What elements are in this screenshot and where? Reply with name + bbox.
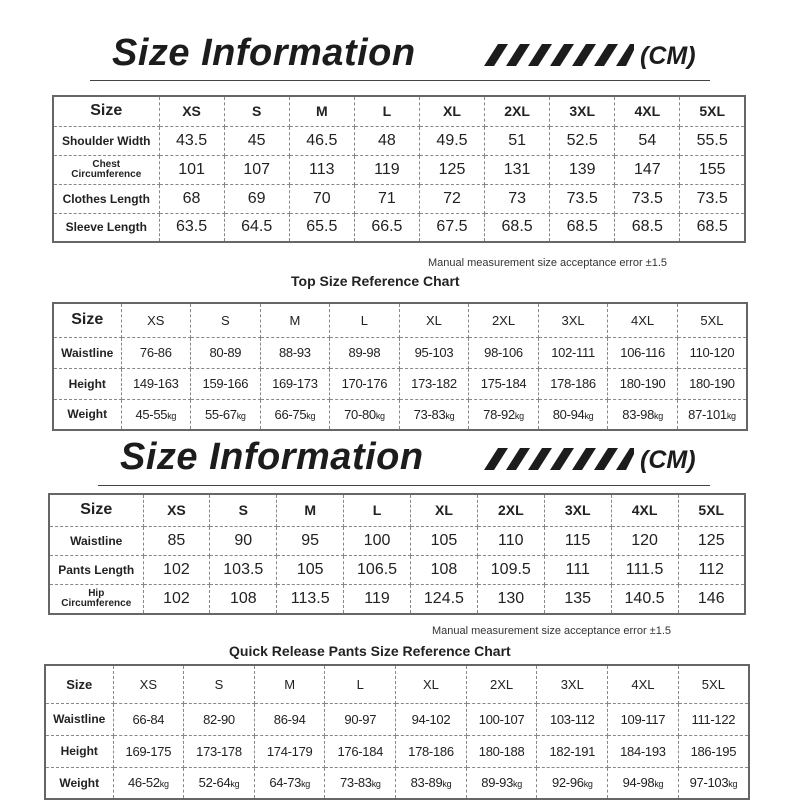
table-cell: 111 [544, 555, 611, 584]
size-xl: XL [419, 96, 484, 126]
size-l: L [330, 303, 400, 337]
pants-size-table [48, 493, 746, 615]
header-label: Size [49, 494, 143, 526]
size-s: S [184, 665, 255, 703]
table-cell: 52-64kg [184, 767, 255, 799]
top-heading [0, 28, 800, 88]
row-label: Shoulder Width [53, 126, 159, 155]
table-cell: 102 [143, 555, 210, 584]
table-row [49, 584, 745, 614]
table-cell: 66-84 [113, 703, 184, 735]
table-cell: 90-97 [325, 703, 396, 735]
table-header-row [49, 494, 745, 526]
table-cell: 68.5 [550, 213, 615, 242]
table-cell: 113.5 [277, 584, 344, 614]
table-cell: 85 [143, 526, 210, 555]
table-cell: 125 [419, 155, 484, 184]
bottom-measurement-note: Manual measurement size acceptance error ±1.5 [432, 625, 671, 637]
top-chart-caption: Top Size Reference Chart [291, 273, 460, 289]
table-cell: 176-184 [325, 735, 396, 767]
stripes-icon [484, 448, 634, 470]
table-cell: 102-111 [538, 337, 608, 368]
table-cell: 131 [485, 155, 550, 184]
table-cell: 147 [615, 155, 680, 184]
table-cell: 45 [224, 126, 289, 155]
bottom-title: Size Information [120, 436, 424, 478]
top-title: Size Information [112, 32, 416, 74]
table-cell: 73-83kg [399, 399, 469, 430]
table-cell: 159-166 [191, 368, 261, 399]
size-xs: XS [113, 665, 184, 703]
top-unit: (CM) [640, 42, 696, 70]
table-row [53, 399, 747, 430]
size-3xl: 3XL [550, 96, 615, 126]
table-cell: 64-73kg [254, 767, 325, 799]
table-cell: 100-107 [466, 703, 537, 735]
size-s: S [210, 494, 277, 526]
table-cell: 178-186 [396, 735, 467, 767]
table-cell: 70-80kg [330, 399, 400, 430]
table-cell: 119 [344, 584, 411, 614]
table-cell: 45-55kg [121, 399, 191, 430]
table-row [49, 555, 745, 584]
table-cell: 64.5 [224, 213, 289, 242]
size-2xl: 2XL [466, 665, 537, 703]
size-xl: XL [411, 494, 478, 526]
table-cell: 51 [485, 126, 550, 155]
table-row [45, 767, 749, 799]
size-4xl: 4XL [615, 96, 680, 126]
table-cell: 95-103 [399, 337, 469, 368]
header-label: Size [53, 303, 121, 337]
size-4xl: 4XL [611, 494, 678, 526]
table-cell: 55-67kg [191, 399, 261, 430]
table-cell: 48 [354, 126, 419, 155]
table-cell: 169-173 [260, 368, 330, 399]
table-cell: 80-94kg [538, 399, 608, 430]
table-cell: 69 [224, 184, 289, 213]
bottom-chart-caption: Quick Release Pants Size Reference Chart [229, 643, 511, 659]
table-cell: 90 [210, 526, 277, 555]
table-cell: 72 [419, 184, 484, 213]
table-row [53, 213, 745, 242]
table-cell: 186-195 [678, 735, 749, 767]
table-cell: 173-182 [399, 368, 469, 399]
size-5xl: 5XL [680, 96, 745, 126]
table-cell: 83-98kg [608, 399, 678, 430]
table-cell: 173-178 [184, 735, 255, 767]
table-cell: 66-75kg [260, 399, 330, 430]
table-cell: 180-190 [608, 368, 678, 399]
table-cell: 73.5 [550, 184, 615, 213]
table-cell: 169-175 [113, 735, 184, 767]
top-divider [90, 80, 710, 81]
size-xl: XL [399, 303, 469, 337]
top-reference-table [52, 302, 748, 431]
table-cell: 68 [159, 184, 224, 213]
table-cell: 184-193 [608, 735, 679, 767]
bottom-divider [98, 485, 710, 486]
table-cell: 180-188 [466, 735, 537, 767]
table-cell: 170-176 [330, 368, 400, 399]
table-row [45, 735, 749, 767]
table-cell: 54 [615, 126, 680, 155]
size-m: M [254, 665, 325, 703]
row-label: Hip Circumference [49, 584, 143, 614]
size-4xl: 4XL [608, 665, 679, 703]
table-cell: 140.5 [611, 584, 678, 614]
table-cell: 111.5 [611, 555, 678, 584]
size-2xl: 2XL [477, 494, 544, 526]
size-m: M [277, 494, 344, 526]
size-s: S [224, 96, 289, 126]
table-cell: 73.5 [680, 184, 745, 213]
size-m: M [260, 303, 330, 337]
table-cell: 103.5 [210, 555, 277, 584]
size-xl: XL [396, 665, 467, 703]
table-cell: 71 [354, 184, 419, 213]
table-cell: 182-191 [537, 735, 608, 767]
table-cell: 175-184 [469, 368, 539, 399]
size-l: L [354, 96, 419, 126]
row-label: Waistline [45, 703, 113, 735]
table-cell: 178-186 [538, 368, 608, 399]
row-label: Sleeve Length [53, 213, 159, 242]
table-cell: 94-98kg [608, 767, 679, 799]
table-cell: 89-93kg [466, 767, 537, 799]
table-cell: 106-116 [608, 337, 678, 368]
table-cell: 109.5 [477, 555, 544, 584]
table-row [45, 703, 749, 735]
row-label: Weight [53, 399, 121, 430]
table-cell: 119 [354, 155, 419, 184]
table-cell: 68.5 [485, 213, 550, 242]
size-3xl: 3XL [538, 303, 608, 337]
table-cell: 52.5 [550, 126, 615, 155]
table-cell: 63.5 [159, 213, 224, 242]
table-cell: 70 [289, 184, 354, 213]
table-cell: 78-92kg [469, 399, 539, 430]
table-cell: 102 [143, 584, 210, 614]
table-cell: 46-52kg [113, 767, 184, 799]
table-row [53, 126, 745, 155]
table-cell: 149-163 [121, 368, 191, 399]
bottom-unit: (CM) [640, 446, 696, 474]
top-measurement-note: Manual measurement size acceptance error ±1.5 [428, 257, 667, 269]
table-row [49, 526, 745, 555]
table-cell: 105 [411, 526, 478, 555]
size-m: M [289, 96, 354, 126]
table-cell: 113 [289, 155, 354, 184]
table-row [53, 337, 747, 368]
row-label: Chest Circumference [53, 155, 159, 184]
table-cell: 124.5 [411, 584, 478, 614]
table-header-row [53, 96, 745, 126]
header-label: Size [53, 96, 159, 126]
table-cell: 65.5 [289, 213, 354, 242]
table-cell: 46.5 [289, 126, 354, 155]
table-cell: 80-89 [191, 337, 261, 368]
size-5xl: 5XL [678, 494, 745, 526]
table-cell: 103-112 [537, 703, 608, 735]
row-label: Waistline [49, 526, 143, 555]
size-3xl: 3XL [537, 665, 608, 703]
size-5xl: 5XL [678, 665, 749, 703]
table-cell: 111-122 [678, 703, 749, 735]
table-cell: 67.5 [419, 213, 484, 242]
stripes-icon [484, 44, 634, 66]
table-cell: 110 [477, 526, 544, 555]
size-s: S [191, 303, 261, 337]
table-cell: 82-90 [184, 703, 255, 735]
table-cell: 108 [411, 555, 478, 584]
table-cell: 135 [544, 584, 611, 614]
table-cell: 125 [678, 526, 745, 555]
table-cell: 94-102 [396, 703, 467, 735]
table-cell: 68.5 [615, 213, 680, 242]
table-cell: 115 [544, 526, 611, 555]
top-size-table [52, 95, 746, 243]
table-cell: 155 [680, 155, 745, 184]
table-cell: 76-86 [121, 337, 191, 368]
size-xs: XS [159, 96, 224, 126]
size-l: L [325, 665, 396, 703]
table-row [53, 155, 745, 184]
header-label: Size [45, 665, 113, 703]
table-header-row [53, 303, 747, 337]
size-4xl: 4XL [608, 303, 678, 337]
row-label: Pants Length [49, 555, 143, 584]
table-cell: 97-103kg [678, 767, 749, 799]
table-cell: 109-117 [608, 703, 679, 735]
table-cell: 55.5 [680, 126, 745, 155]
table-row [53, 368, 747, 399]
table-cell: 66.5 [354, 213, 419, 242]
row-label: Weight [45, 767, 113, 799]
table-cell: 174-179 [254, 735, 325, 767]
bottom-heading [0, 430, 800, 490]
table-cell: 112 [678, 555, 745, 584]
table-cell: 100 [344, 526, 411, 555]
table-cell: 43.5 [159, 126, 224, 155]
table-cell: 146 [678, 584, 745, 614]
table-cell: 49.5 [419, 126, 484, 155]
table-cell: 68.5 [680, 213, 745, 242]
row-label: Height [45, 735, 113, 767]
table-cell: 88-93 [260, 337, 330, 368]
size-3xl: 3XL [544, 494, 611, 526]
table-cell: 139 [550, 155, 615, 184]
row-label: Clothes Length [53, 184, 159, 213]
table-cell: 73 [485, 184, 550, 213]
table-cell: 89-98 [330, 337, 400, 368]
size-2xl: 2XL [469, 303, 539, 337]
size-xs: XS [143, 494, 210, 526]
table-cell: 130 [477, 584, 544, 614]
table-cell: 108 [210, 584, 277, 614]
size-2xl: 2XL [485, 96, 550, 126]
table-cell: 86-94 [254, 703, 325, 735]
table-cell: 120 [611, 526, 678, 555]
table-cell: 73.5 [615, 184, 680, 213]
pants-reference-table [44, 664, 750, 800]
size-xs: XS [121, 303, 191, 337]
table-cell: 83-89kg [396, 767, 467, 799]
table-cell: 105 [277, 555, 344, 584]
row-label: Waistline [53, 337, 121, 368]
table-cell: 92-96kg [537, 767, 608, 799]
table-cell: 98-106 [469, 337, 539, 368]
table-cell: 95 [277, 526, 344, 555]
row-label: Height [53, 368, 121, 399]
table-cell: 87-101kg [677, 399, 747, 430]
size-5xl: 5XL [677, 303, 747, 337]
table-cell: 106.5 [344, 555, 411, 584]
table-cell: 180-190 [677, 368, 747, 399]
table-cell: 73-83kg [325, 767, 396, 799]
table-row [53, 184, 745, 213]
table-cell: 107 [224, 155, 289, 184]
table-header-row [45, 665, 749, 703]
table-cell: 101 [159, 155, 224, 184]
table-cell: 110-120 [677, 337, 747, 368]
size-l: L [344, 494, 411, 526]
